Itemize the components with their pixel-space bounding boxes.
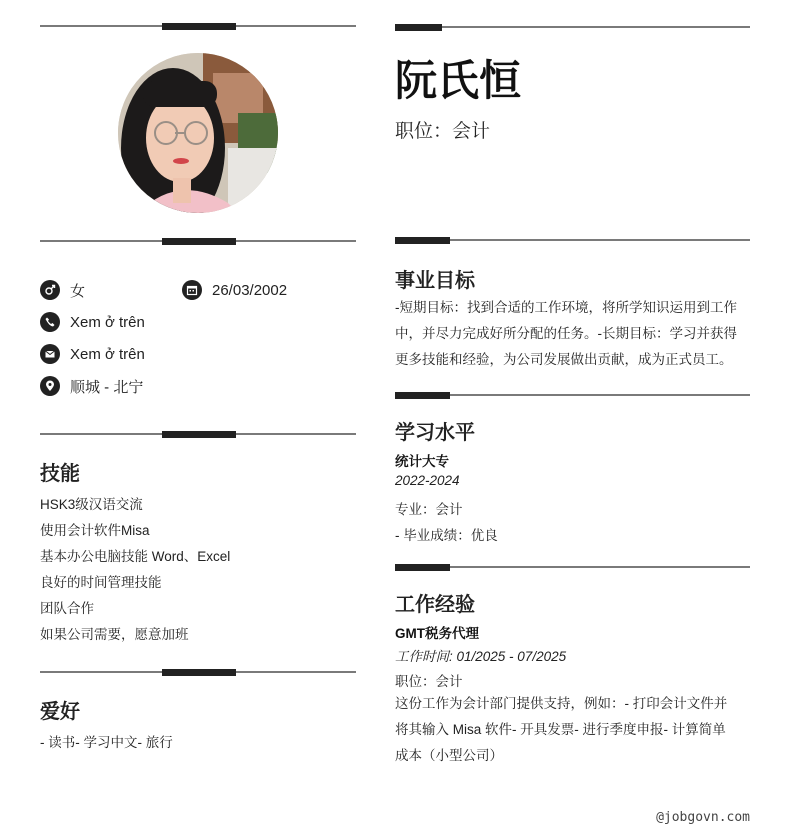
- skill-item: 团队合作: [40, 601, 94, 616]
- gender-value: 女: [70, 282, 86, 300]
- experience-line: 这份工作为会计部门提供支持，例如：- 打印会计文件并: [395, 696, 728, 711]
- gender-row: [40, 279, 85, 301]
- education-major: 专业：会计: [395, 502, 463, 517]
- objective-line: 更多技能和经验，为公司发展做出贡献，成为正式员工。: [395, 352, 733, 367]
- calendar-icon: [182, 280, 202, 300]
- location-pin-icon: [40, 376, 60, 396]
- divider-above-experience: [395, 564, 750, 571]
- school-name: 统计大专: [395, 454, 449, 469]
- skills-title: 技能: [40, 463, 80, 485]
- skill-item: 使用会计软件Misa: [40, 523, 150, 538]
- experience-line: 将其输入 Misa 软件- 开具发票- 进行季度申报- 计算简单: [395, 722, 726, 737]
- experience-title: 工作经验: [395, 594, 475, 616]
- hobbies-title: 爱好: [40, 701, 80, 723]
- divider-above-hobbies: [40, 669, 356, 676]
- email-icon: [40, 344, 60, 364]
- experience-description: [395, 691, 755, 769]
- watermark: @jobgovn.com: [656, 810, 750, 825]
- education-period: 2022-2024: [395, 473, 460, 488]
- divider-below-photo: [40, 238, 356, 245]
- work-period: 工作时间: 01/2025 - 07/2025: [395, 649, 567, 664]
- divider-top-right: [395, 24, 750, 31]
- avatar-photo: [118, 53, 278, 213]
- address-value: 顺城 - 北宁: [70, 378, 144, 396]
- phone-row: [40, 311, 145, 333]
- experience-line: 成本（小型公司）: [395, 748, 503, 763]
- skill-item: HSK3级汉语交流: [40, 497, 143, 512]
- gender-icon: [40, 280, 60, 300]
- avatar: [118, 53, 278, 213]
- objective-text: [395, 295, 755, 373]
- objective-line: 中，并尽力完成好所分配的任务。-长期目标：学习并获得: [395, 326, 737, 341]
- phone-value: Xem ở trên: [70, 313, 145, 331]
- company-name: GMT税务代理: [395, 626, 479, 641]
- objective-title: 事业目标: [395, 270, 475, 292]
- hobbies-text: - 读书- 学习中文- 旅行: [40, 735, 173, 750]
- email-value: Xem ở trên: [70, 345, 145, 363]
- birthdate-row: [182, 279, 287, 301]
- divider-above-skills: [40, 431, 356, 438]
- work-role: 职位：会计: [395, 674, 463, 689]
- skill-item: 良好的时间管理技能: [40, 575, 162, 590]
- education-grade: - 毕业成绩：优良: [395, 528, 498, 543]
- skill-item: 如果公司需要，愿意加班: [40, 627, 189, 642]
- divider-top-left: [40, 23, 356, 30]
- job-position: 职位：会计: [395, 121, 491, 142]
- objective-line: -短期目标：找到合适的工作环境，将所学知识运用到工作: [395, 300, 737, 315]
- phone-icon: [40, 312, 60, 332]
- address-row: [40, 375, 143, 397]
- email-row: [40, 343, 145, 365]
- divider-above-education: [395, 392, 750, 399]
- divider-above-objective: [395, 237, 750, 244]
- education-title: 学习水平: [395, 422, 475, 444]
- candidate-name: 阮氏恒: [395, 57, 522, 104]
- skill-item: 基本办公电脑技能 Word、Excel: [40, 549, 231, 564]
- birthdate-value: 26/03/2002: [212, 281, 288, 299]
